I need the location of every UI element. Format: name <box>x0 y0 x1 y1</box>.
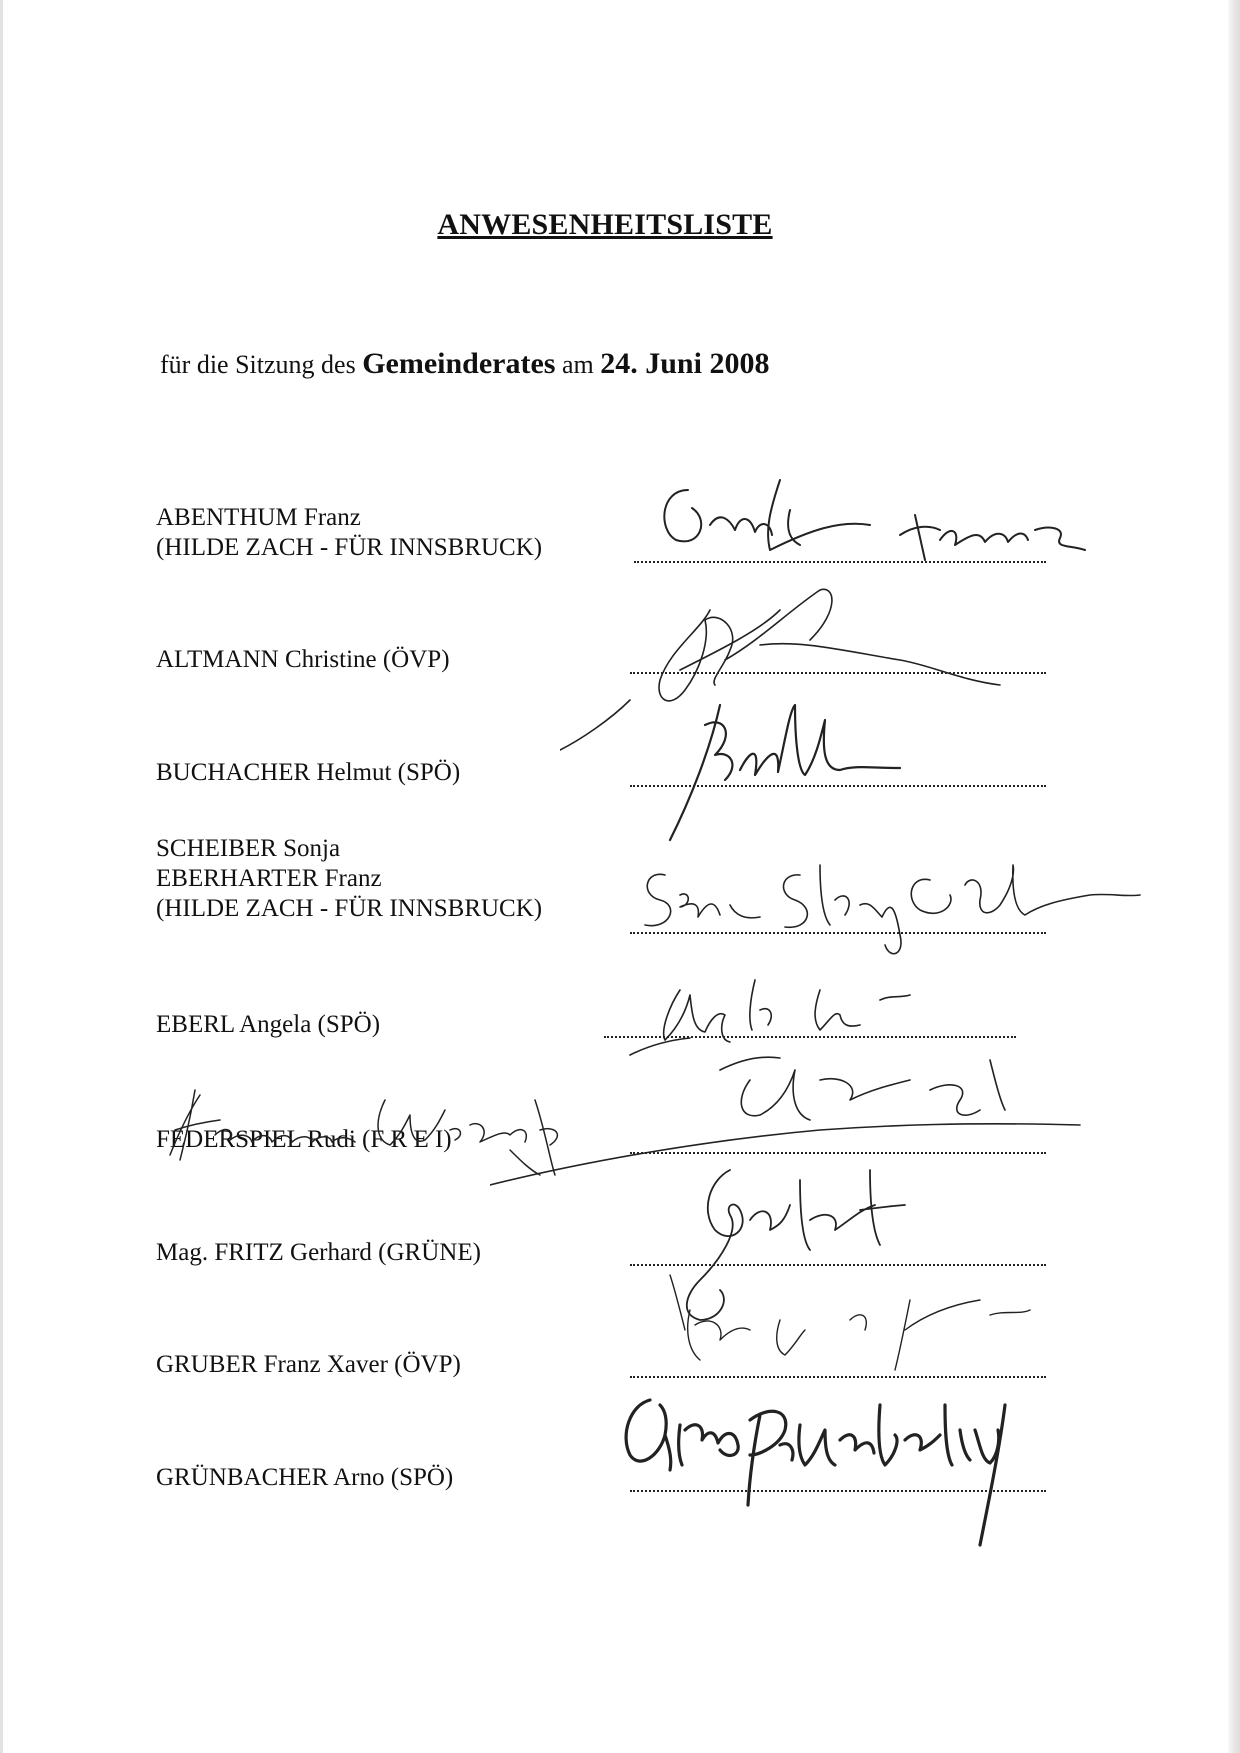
attendee-affiliation: (HILDE ZACH - FÜR INNSBRUCK) <box>156 895 543 922</box>
attendee-entry <box>156 1350 461 1380</box>
scan-edge-right <box>1228 0 1240 1753</box>
attendee-entry <box>156 758 460 788</box>
attendee-name: GRUBER Franz Xaver (ÖVP) <box>156 1351 461 1378</box>
scan-edge-left <box>0 0 3 1753</box>
subtitle-prefix: für die Sitzung des <box>160 350 356 379</box>
signature-abenthum <box>640 470 1100 570</box>
attendee-name: EBERHARTER Franz <box>156 865 382 892</box>
attendee-name: EBERL Angela (SPÖ) <box>156 1011 381 1038</box>
attendee-entry <box>156 1010 380 1040</box>
attendee-name: BUCHACHER Helmut (SPÖ) <box>156 759 461 786</box>
attendee-name: ABENTHUM Franz <box>156 504 361 531</box>
attendee-name: FEDERSPIEL Rudi (F R E I) <box>156 1126 452 1153</box>
signature-gruenbacher <box>610 1385 1040 1555</box>
attendee-name: ALTMANN Christine (ÖVP) <box>156 646 450 673</box>
attendee-affiliation: (HILDE ZACH - FÜR INNSBRUCK) <box>156 534 543 561</box>
attendee-entry <box>156 1238 481 1268</box>
signature-gruber <box>650 1270 1050 1380</box>
subtitle-middle: am <box>561 350 594 379</box>
attendee-name: Mag. FRITZ Gerhard (GRÜNE) <box>156 1239 481 1266</box>
signature-weiskopf <box>160 1080 570 1180</box>
signature-scheiber-eberharter <box>620 845 1160 955</box>
document-title: ANWESENHEITSLISTE <box>437 208 773 241</box>
attendee-entry <box>156 645 450 675</box>
attendee-name: GRÜNBACHER Arno (SPÖ) <box>156 1464 454 1491</box>
attendee-entry <box>156 503 542 563</box>
document-subtitle <box>160 347 769 381</box>
attendee-entry <box>156 834 542 924</box>
attendee-entry <box>156 1463 453 1493</box>
subtitle-body: Gemeinderates <box>362 347 556 380</box>
subtitle-date: 24. Juni 2008 <box>600 347 770 380</box>
attendee-name: SCHEIBER Sonja <box>156 835 341 862</box>
signature-buchacher <box>610 690 940 850</box>
